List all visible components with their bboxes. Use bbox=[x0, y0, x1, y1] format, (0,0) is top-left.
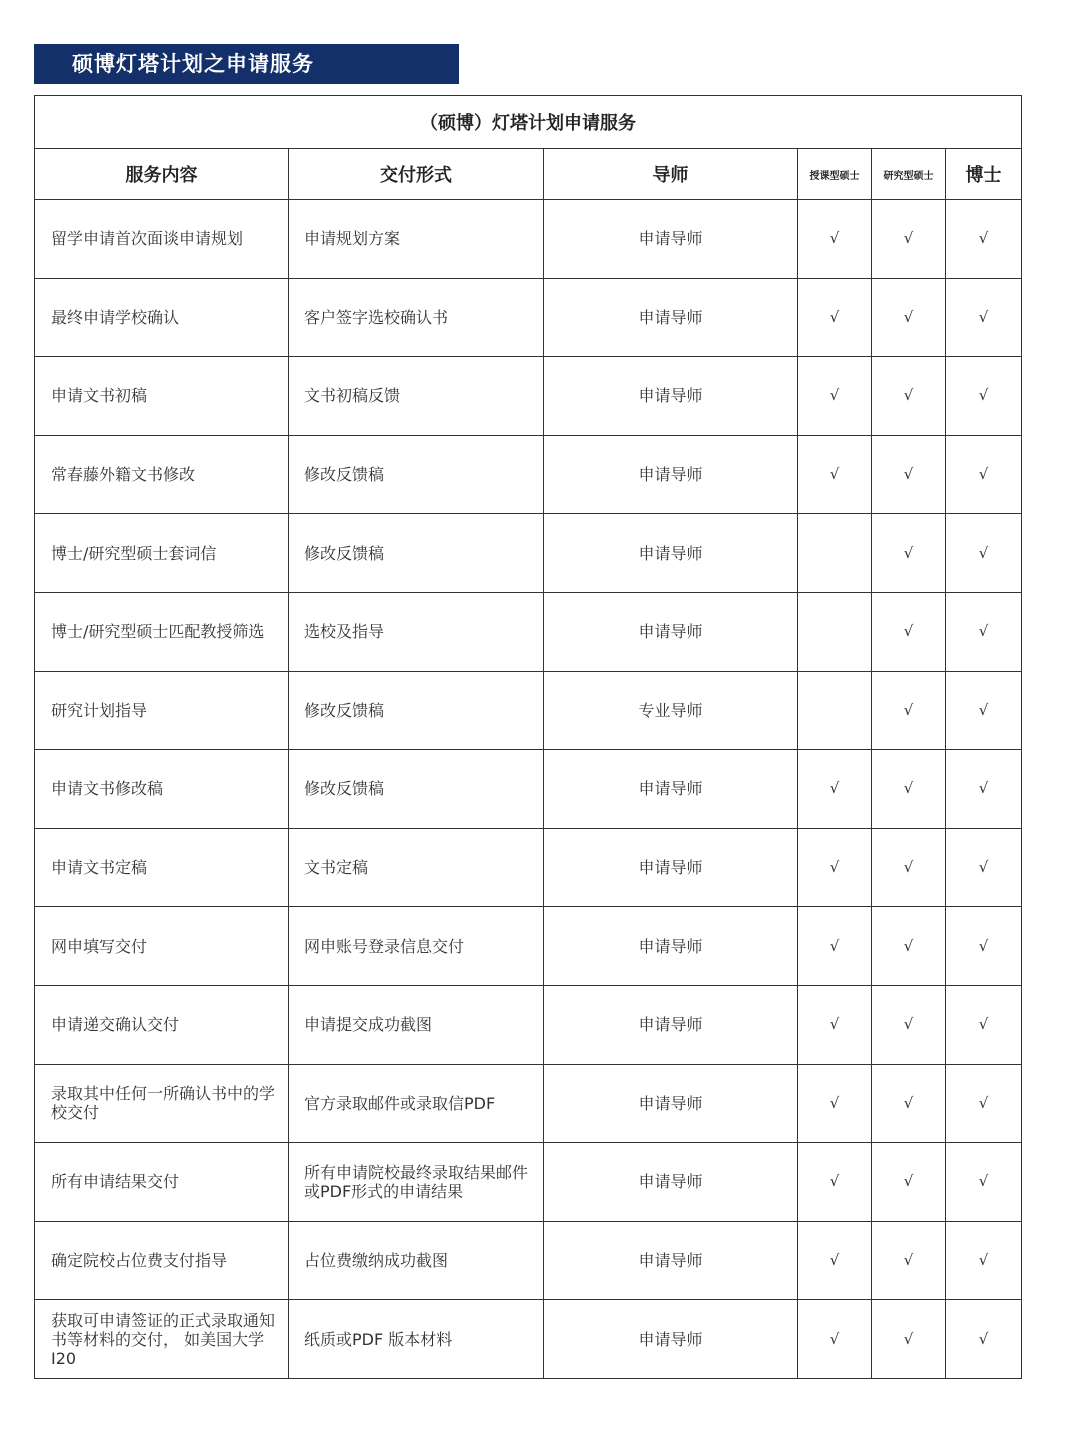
cell-delivery-form: 客户签字选校确认书 bbox=[289, 278, 544, 357]
cell-research-master-check: √ bbox=[872, 435, 946, 514]
cell-tutor: 申请导师 bbox=[544, 828, 798, 907]
cell-delivery-form: 申请提交成功截图 bbox=[289, 985, 544, 1064]
cell-phd-check: √ bbox=[946, 278, 1022, 357]
cell-taught-master-check: √ bbox=[798, 1064, 872, 1143]
table-row bbox=[35, 1300, 1022, 1379]
cell-delivery-form: 选校及指导 bbox=[289, 592, 544, 671]
cell-phd-check: √ bbox=[946, 435, 1022, 514]
table-header-row bbox=[35, 149, 1022, 200]
cell-tutor: 专业导师 bbox=[544, 671, 798, 750]
cell-research-master-check: √ bbox=[872, 671, 946, 750]
cell-taught-master-check: √ bbox=[798, 1143, 872, 1222]
cell-service-content: 申请文书初稿 bbox=[35, 357, 289, 436]
table-row bbox=[35, 514, 1022, 593]
cell-research-master-check: √ bbox=[872, 828, 946, 907]
header-research-master: 研究型硕士 bbox=[872, 149, 946, 200]
cell-taught-master-check: √ bbox=[798, 357, 872, 436]
cell-research-master-check: √ bbox=[872, 750, 946, 829]
cell-taught-master-check: √ bbox=[798, 1221, 872, 1300]
cell-tutor: 申请导师 bbox=[544, 1221, 798, 1300]
cell-service-content: 申请文书定稿 bbox=[35, 828, 289, 907]
table-row bbox=[35, 278, 1022, 357]
table-row bbox=[35, 907, 1022, 986]
cell-delivery-form: 文书定稿 bbox=[289, 828, 544, 907]
cell-delivery-form: 官方录取邮件或录取信PDF bbox=[289, 1064, 544, 1143]
section-banner: 硕博灯塔计划之申请服务 bbox=[34, 44, 459, 84]
cell-service-content: 留学申请首次面谈申请规划 bbox=[35, 200, 289, 279]
cell-taught-master-check: √ bbox=[798, 828, 872, 907]
cell-research-master-check: √ bbox=[872, 1221, 946, 1300]
cell-tutor: 申请导师 bbox=[544, 907, 798, 986]
cell-service-content: 申请递交确认交付 bbox=[35, 985, 289, 1064]
cell-phd-check: √ bbox=[946, 1143, 1022, 1222]
header-tutor: 导师 bbox=[544, 149, 798, 200]
cell-service-content: 申请文书修改稿 bbox=[35, 750, 289, 829]
cell-phd-check: √ bbox=[946, 592, 1022, 671]
cell-research-master-check: √ bbox=[872, 592, 946, 671]
cell-phd-check: √ bbox=[946, 1064, 1022, 1143]
cell-phd-check: √ bbox=[946, 907, 1022, 986]
cell-phd-check: √ bbox=[946, 750, 1022, 829]
cell-tutor: 申请导师 bbox=[544, 1064, 798, 1143]
cell-research-master-check: √ bbox=[872, 278, 946, 357]
cell-taught-master-check: √ bbox=[798, 200, 872, 279]
table-row bbox=[35, 1064, 1022, 1143]
cell-phd-check: √ bbox=[946, 1221, 1022, 1300]
cell-delivery-form: 文书初稿反馈 bbox=[289, 357, 544, 436]
table-row bbox=[35, 985, 1022, 1064]
header-taught-master: 授课型硕士 bbox=[798, 149, 872, 200]
cell-delivery-form: 所有申请院校最终录取结果邮件或PDF形式的申请结果 bbox=[289, 1143, 544, 1222]
table-row bbox=[35, 671, 1022, 750]
cell-research-master-check: √ bbox=[872, 907, 946, 986]
cell-tutor: 申请导师 bbox=[544, 1300, 798, 1379]
cell-delivery-form: 申请规划方案 bbox=[289, 200, 544, 279]
cell-phd-check: √ bbox=[946, 357, 1022, 436]
cell-delivery-form: 纸质或PDF 版本材料 bbox=[289, 1300, 544, 1379]
cell-service-content: 所有申请结果交付 bbox=[35, 1143, 289, 1222]
cell-research-master-check: √ bbox=[872, 1300, 946, 1379]
cell-delivery-form: 网申账号登录信息交付 bbox=[289, 907, 544, 986]
cell-tutor: 申请导师 bbox=[544, 435, 798, 514]
cell-taught-master-check: √ bbox=[798, 907, 872, 986]
header-service-content: 服务内容 bbox=[35, 149, 289, 200]
cell-taught-master-check: √ bbox=[798, 1300, 872, 1379]
cell-service-content: 网申填写交付 bbox=[35, 907, 289, 986]
cell-phd-check: √ bbox=[946, 985, 1022, 1064]
cell-research-master-check: √ bbox=[872, 514, 946, 593]
table-caption: （硕博）灯塔计划申请服务 bbox=[35, 96, 1022, 149]
cell-phd-check: √ bbox=[946, 1300, 1022, 1379]
cell-taught-master-check: √ bbox=[798, 435, 872, 514]
cell-research-master-check: √ bbox=[872, 200, 946, 279]
cell-service-content: 获取可申请签证的正式录取通知书等材料的交付， 如美国大学I20 bbox=[35, 1300, 289, 1379]
cell-tutor: 申请导师 bbox=[544, 1143, 798, 1222]
cell-tutor: 申请导师 bbox=[544, 200, 798, 279]
cell-service-content: 最终申请学校确认 bbox=[35, 278, 289, 357]
cell-service-content: 录取其中任何一所确认书中的学校交付 bbox=[35, 1064, 289, 1143]
cell-research-master-check: √ bbox=[872, 1064, 946, 1143]
cell-tutor: 申请导师 bbox=[544, 592, 798, 671]
cell-phd-check: √ bbox=[946, 200, 1022, 279]
table-row bbox=[35, 828, 1022, 907]
cell-research-master-check: √ bbox=[872, 1143, 946, 1222]
cell-tutor: 申请导师 bbox=[544, 750, 798, 829]
cell-tutor: 申请导师 bbox=[544, 278, 798, 357]
cell-delivery-form: 修改反馈稿 bbox=[289, 671, 544, 750]
table-row bbox=[35, 200, 1022, 279]
cell-service-content: 博士/研究型硕士套词信 bbox=[35, 514, 289, 593]
cell-taught-master-check: √ bbox=[798, 278, 872, 357]
cell-research-master-check: √ bbox=[872, 357, 946, 436]
cell-delivery-form: 修改反馈稿 bbox=[289, 435, 544, 514]
cell-delivery-form: 占位费缴纳成功截图 bbox=[289, 1221, 544, 1300]
table-row bbox=[35, 592, 1022, 671]
cell-taught-master-check bbox=[798, 514, 872, 593]
cell-delivery-form: 修改反馈稿 bbox=[289, 514, 544, 593]
table-row bbox=[35, 750, 1022, 829]
cell-phd-check: √ bbox=[946, 671, 1022, 750]
cell-phd-check: √ bbox=[946, 514, 1022, 593]
cell-taught-master-check bbox=[798, 671, 872, 750]
cell-phd-check: √ bbox=[946, 828, 1022, 907]
cell-tutor: 申请导师 bbox=[544, 357, 798, 436]
cell-tutor: 申请导师 bbox=[544, 985, 798, 1064]
table-row bbox=[35, 357, 1022, 436]
cell-service-content: 常春藤外籍文书修改 bbox=[35, 435, 289, 514]
cell-service-content: 研究计划指导 bbox=[35, 671, 289, 750]
table-row bbox=[35, 1221, 1022, 1300]
cell-taught-master-check bbox=[798, 592, 872, 671]
service-table bbox=[34, 95, 1022, 1379]
cell-service-content: 博士/研究型硕士匹配教授筛选 bbox=[35, 592, 289, 671]
table-row bbox=[35, 435, 1022, 514]
cell-delivery-form: 修改反馈稿 bbox=[289, 750, 544, 829]
cell-tutor: 申请导师 bbox=[544, 514, 798, 593]
table-row bbox=[35, 1143, 1022, 1222]
cell-service-content: 确定院校占位费支付指导 bbox=[35, 1221, 289, 1300]
cell-taught-master-check: √ bbox=[798, 985, 872, 1064]
header-delivery-form: 交付形式 bbox=[289, 149, 544, 200]
cell-research-master-check: √ bbox=[872, 985, 946, 1064]
cell-taught-master-check: √ bbox=[798, 750, 872, 829]
header-phd: 博士 bbox=[946, 149, 1022, 200]
